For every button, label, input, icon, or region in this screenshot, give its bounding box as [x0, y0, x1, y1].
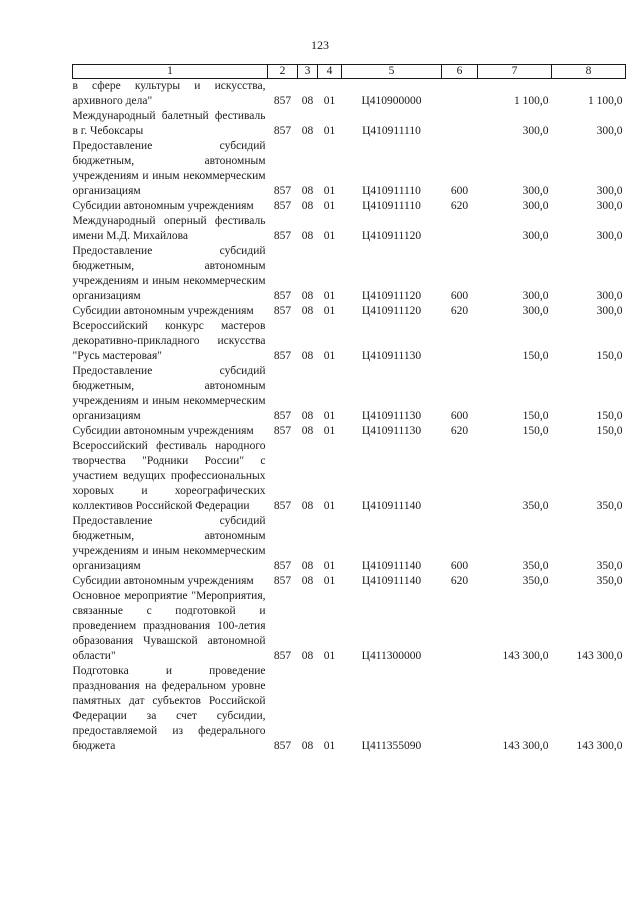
row-name-cell: Предоставление субсидий бюджетным, автономным учреждениям и иным некоммерческим организациям	[72, 140, 266, 197]
table-row	[73, 424, 626, 439]
code-main-cell: 857	[273, 200, 292, 212]
table-row	[73, 304, 626, 319]
amount-year1-cell: 1 100,0	[514, 95, 549, 107]
subsection-cell: 01	[323, 740, 336, 752]
section-cell: 08	[301, 560, 314, 572]
expense-type-cell	[442, 589, 478, 664]
row-name-cell: Основное мероприятие "Мероприятия, связанные с подготовкой и проведением празднования 100-летия образования Чувашской автономной области"	[72, 590, 266, 662]
target-article-cell: Ц410911120	[361, 230, 422, 242]
amount-year2-cell: 300,0	[596, 200, 623, 212]
table-row	[73, 589, 626, 664]
expense-type-cell: 600	[450, 560, 469, 572]
target-article-cell: Ц410911140	[361, 500, 422, 512]
row-name-cell: Всероссийский конкурс мастеров декоративно-прикладного искусства "Русь мастеровая"	[72, 320, 266, 362]
code-main-cell: 857	[273, 740, 292, 752]
row-name-cell: Международный балетный фестиваль в г. Чебоксары	[72, 110, 266, 137]
target-article-cell: Ц410911130	[361, 425, 422, 437]
target-article-cell: Ц410911130	[361, 410, 422, 422]
code-main-cell: 857	[273, 230, 292, 242]
row-name-cell: Субсидии автономным учреждениям	[72, 425, 254, 437]
target-article-cell: Ц410911130	[361, 350, 422, 362]
section-cell: 08	[301, 290, 314, 302]
code-main-cell: 857	[273, 125, 292, 137]
expense-type-cell	[442, 439, 478, 514]
expense-type-cell	[442, 664, 478, 754]
code-main-cell: 857	[273, 575, 292, 587]
table-header	[73, 65, 626, 79]
table-body	[73, 79, 626, 755]
code-main-cell: 857	[273, 560, 292, 572]
row-name-cell: Предоставление субсидий бюджетным, автономным учреждениям и иным некоммерческим организациям	[72, 245, 266, 302]
code-main-cell: 857	[273, 185, 292, 197]
budget-table	[72, 64, 626, 754]
amount-year2-cell: 143 300,0	[576, 740, 623, 752]
expense-type-cell	[442, 214, 478, 244]
expense-type-cell	[442, 109, 478, 139]
section-cell: 08	[301, 425, 314, 437]
code-main-cell: 857	[273, 500, 292, 512]
amount-year1-cell: 300,0	[522, 290, 549, 302]
subsection-cell: 01	[323, 425, 336, 437]
code-main-cell: 857	[273, 650, 292, 662]
target-article-cell: Ц410911110	[362, 185, 421, 197]
section-cell: 08	[301, 185, 314, 197]
target-article-cell: Ц411355090	[361, 740, 422, 752]
table-row	[73, 664, 626, 754]
section-cell: 08	[301, 350, 314, 362]
column-header: 8	[552, 65, 626, 79]
amount-year1-cell: 350,0	[522, 560, 549, 572]
row-name-cell: Предоставление субсидий бюджетным, автономным учреждениям и иным некоммерческим организациям	[72, 365, 266, 422]
subsection-cell: 01	[323, 200, 336, 212]
row-name-cell: Подготовка и проведение празднования на федеральном уровне памятных дат субъектов Российской Федерации за счет субсидии, предоставляемой из федерального бюджета	[72, 665, 266, 752]
expense-type-cell: 600	[450, 290, 469, 302]
column-header: 2	[268, 65, 298, 79]
section-cell: 08	[301, 740, 314, 752]
amount-year1-cell: 300,0	[522, 305, 549, 317]
table-row	[73, 439, 626, 514]
amount-year2-cell: 300,0	[596, 125, 623, 137]
amount-year1-cell: 143 300,0	[502, 650, 549, 662]
section-cell: 08	[301, 305, 314, 317]
target-article-cell: Ц410900000	[361, 95, 422, 107]
amount-year2-cell: 150,0	[596, 410, 623, 422]
row-name-cell: Субсидии автономным учреждениям	[72, 305, 254, 317]
row-name-cell: Субсидии автономным учреждениям	[72, 575, 254, 587]
section-cell: 08	[301, 200, 314, 212]
subsection-cell: 01	[323, 125, 336, 137]
code-main-cell: 857	[273, 95, 292, 107]
amount-year2-cell: 150,0	[596, 350, 623, 362]
amount-year2-cell: 143 300,0	[576, 650, 623, 662]
table-row	[73, 199, 626, 214]
target-article-cell: Ц410911140	[361, 575, 422, 587]
subsection-cell: 01	[323, 500, 336, 512]
code-main-cell: 857	[273, 290, 292, 302]
row-name-cell: Субсидии автономным учреждениям	[72, 200, 254, 212]
column-header: 1	[73, 65, 268, 79]
amount-year2-cell: 150,0	[596, 425, 623, 437]
row-name-cell: Предоставление субсидий бюджетным, автономным учреждениям и иным некоммерческим организациям	[72, 515, 266, 572]
subsection-cell: 01	[323, 650, 336, 662]
code-main-cell: 857	[273, 410, 292, 422]
code-main-cell: 857	[273, 350, 292, 362]
table-row	[73, 364, 626, 424]
section-cell: 08	[301, 410, 314, 422]
subsection-cell: 01	[323, 185, 336, 197]
section-cell: 08	[301, 650, 314, 662]
table-row	[73, 79, 626, 110]
amount-year2-cell: 350,0	[596, 560, 623, 572]
amount-year1-cell: 150,0	[522, 350, 549, 362]
amount-year2-cell: 300,0	[596, 305, 623, 317]
amount-year2-cell: 300,0	[596, 290, 623, 302]
amount-year2-cell: 300,0	[596, 230, 623, 242]
amount-year1-cell: 300,0	[522, 200, 549, 212]
amount-year1-cell: 350,0	[522, 575, 549, 587]
target-article-cell: Ц411300000	[361, 650, 422, 662]
section-cell: 08	[301, 95, 314, 107]
subsection-cell: 01	[323, 350, 336, 362]
row-name-cell: Международный оперный фестиваль имени М.Д. Михайлова	[72, 215, 266, 242]
section-cell: 08	[301, 500, 314, 512]
column-header: 4	[318, 65, 342, 79]
row-name-cell: Всероссийский фестиваль народного творчества "Родники России" с участием ведущих профессиональных хоровых и хореографических коллективов Российской Федерации	[72, 440, 266, 512]
expense-type-cell: 620	[450, 425, 469, 437]
page-number: 123	[311, 38, 329, 52]
amount-year1-cell: 350,0	[522, 500, 549, 512]
section-cell: 08	[301, 125, 314, 137]
amount-year2-cell: 350,0	[596, 575, 623, 587]
table-row	[73, 574, 626, 589]
expense-type-cell: 600	[450, 185, 469, 197]
subsection-cell: 01	[323, 230, 336, 242]
code-main-cell: 857	[273, 305, 292, 317]
amount-year2-cell: 300,0	[596, 185, 623, 197]
amount-year1-cell: 300,0	[522, 185, 549, 197]
table-row	[73, 109, 626, 139]
target-article-cell: Ц410911110	[362, 125, 421, 137]
subsection-cell: 01	[323, 290, 336, 302]
expense-type-cell: 600	[450, 410, 469, 422]
table-row	[73, 244, 626, 304]
table-row	[73, 214, 626, 244]
code-main-cell: 857	[273, 425, 292, 437]
amount-year1-cell: 300,0	[522, 230, 549, 242]
section-cell: 08	[301, 575, 314, 587]
target-article-cell: Ц410911140	[361, 560, 422, 572]
subsection-cell: 01	[323, 410, 336, 422]
subsection-cell: 01	[323, 560, 336, 572]
target-article-cell: Ц410911120	[361, 305, 422, 317]
expense-type-cell: 620	[450, 200, 469, 212]
expense-type-cell: 620	[450, 575, 469, 587]
table-row	[73, 319, 626, 364]
target-article-cell: Ц410911120	[361, 290, 422, 302]
section-cell: 08	[301, 230, 314, 242]
row-name-cell: в сфере культуры и искусства, архивного дела"	[72, 80, 266, 107]
target-article-cell: Ц410911110	[362, 200, 421, 212]
column-header: 5	[342, 65, 442, 79]
amount-year1-cell: 150,0	[522, 410, 549, 422]
amount-year1-cell: 143 300,0	[502, 740, 549, 752]
subsection-cell: 01	[323, 575, 336, 587]
table-row	[73, 139, 626, 199]
amount-year2-cell: 1 100,0	[588, 95, 623, 107]
table-row	[73, 514, 626, 574]
column-header: 6	[442, 65, 478, 79]
expense-type-cell: 620	[450, 305, 469, 317]
amount-year2-cell: 350,0	[596, 500, 623, 512]
expense-type-cell	[442, 319, 478, 364]
amount-year1-cell: 150,0	[522, 425, 549, 437]
subsection-cell: 01	[323, 305, 336, 317]
amount-year1-cell: 300,0	[522, 125, 549, 137]
subsection-cell: 01	[323, 95, 336, 107]
column-header: 3	[298, 65, 318, 79]
expense-type-cell	[442, 79, 478, 110]
column-header: 7	[478, 65, 552, 79]
